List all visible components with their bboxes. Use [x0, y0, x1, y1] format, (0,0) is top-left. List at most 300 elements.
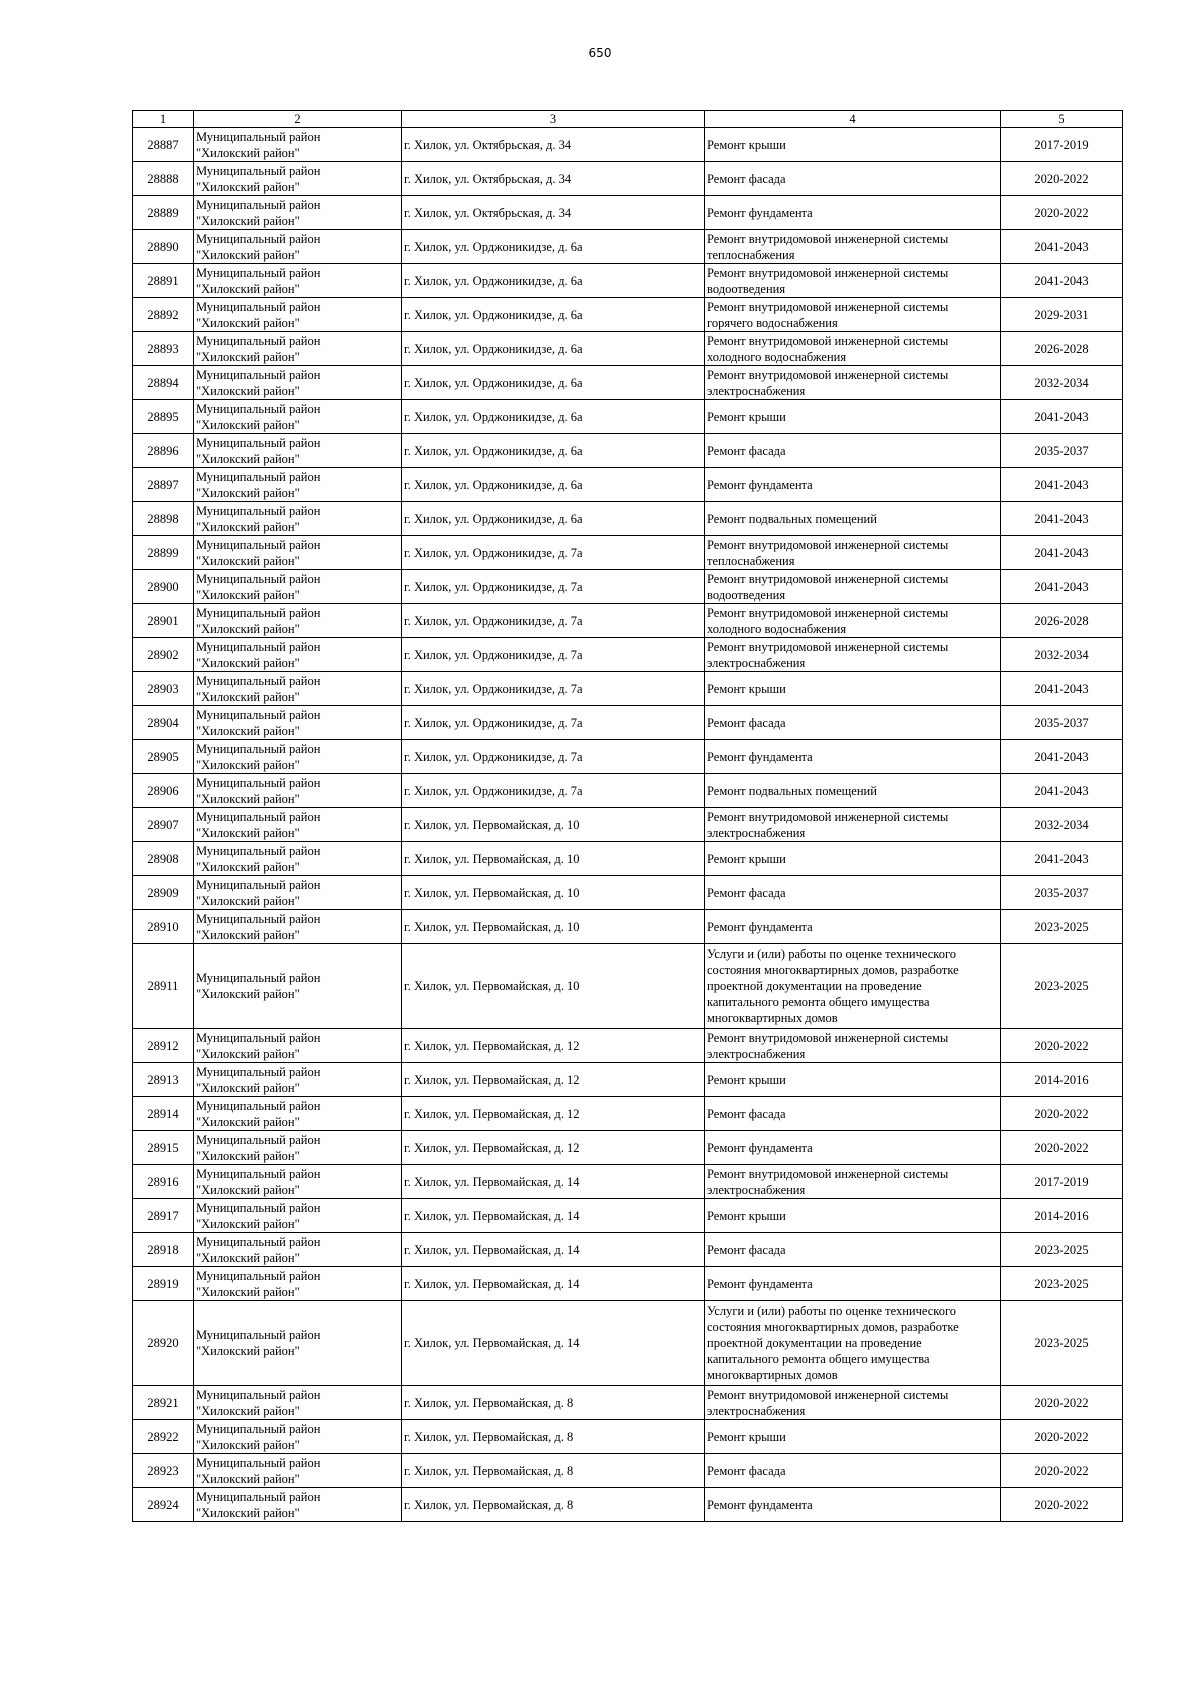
years-cell [1001, 128, 1123, 162]
repair-schedule-table [132, 110, 1123, 1522]
address-cell [402, 196, 705, 230]
years-cell [1001, 1063, 1123, 1097]
years-cell [1001, 1165, 1123, 1199]
district-cell [194, 230, 402, 264]
work-type-cell [705, 842, 1001, 876]
district-cell [194, 740, 402, 774]
district-cell-text: Муниципальный район "Хилокский район" [196, 1132, 321, 1163]
years-cell-text: 2035-2037 [1034, 443, 1089, 458]
district-cell [194, 604, 402, 638]
district-cell-text: Муниципальный район "Хилокский район" [196, 333, 321, 364]
row-number-cell [133, 298, 194, 332]
table-row [133, 536, 1123, 570]
work-type-cell-text: Ремонт подвальных помещений [707, 511, 877, 526]
years-cell [1001, 842, 1123, 876]
district-cell [194, 672, 402, 706]
work-type-cell-text: Ремонт фундамента [707, 477, 813, 492]
address-cell [402, 1420, 705, 1454]
column-header-5: 5 [1001, 111, 1123, 128]
years-cell-text: 2014-2016 [1034, 1208, 1089, 1223]
address-cell [402, 638, 705, 672]
row-number-cell [133, 876, 194, 910]
row-number-cell-text: 28913 [147, 1072, 179, 1087]
district-cell-text: Муниципальный район "Хилокский район" [196, 265, 321, 296]
years-cell [1001, 1301, 1123, 1386]
table-row [133, 1454, 1123, 1488]
district-cell-text: Муниципальный район "Хилокский район" [196, 1098, 321, 1129]
address-cell [402, 366, 705, 400]
district-cell [194, 196, 402, 230]
table-row [133, 196, 1123, 230]
work-type-cell [705, 944, 1001, 1029]
district-cell [194, 1199, 402, 1233]
work-type-cell-text: Ремонт внутридомовой инженерной системы горячего водоснабжения [707, 299, 949, 330]
years-cell [1001, 604, 1123, 638]
row-number-cell [133, 366, 194, 400]
table-row [133, 808, 1123, 842]
district-cell [194, 1029, 402, 1063]
district-cell-text: Муниципальный район "Хилокский район" [196, 1166, 321, 1197]
row-number-cell [133, 1131, 194, 1165]
address-cell [402, 1386, 705, 1420]
years-cell [1001, 672, 1123, 706]
row-number-cell [133, 1063, 194, 1097]
table-row [133, 1165, 1123, 1199]
years-cell [1001, 910, 1123, 944]
years-cell [1001, 162, 1123, 196]
years-cell [1001, 366, 1123, 400]
years-cell-text: 2023-2025 [1034, 1276, 1089, 1291]
work-type-cell [705, 1063, 1001, 1097]
years-cell [1001, 570, 1123, 604]
work-type-cell-text: Ремонт фасада [707, 443, 786, 458]
row-number-cell-text: 28904 [147, 715, 179, 730]
years-cell [1001, 1029, 1123, 1063]
row-number-cell [133, 740, 194, 774]
district-cell [194, 264, 402, 298]
address-cell [402, 230, 705, 264]
years-cell [1001, 502, 1123, 536]
row-number-cell-text: 28889 [147, 205, 179, 220]
years-cell-text: 2032-2034 [1034, 375, 1089, 390]
work-type-cell-text: Услуги и (или) работы по оценке технического состояния многоквартирных домов, разработке проектной документации на проведение капитального ремонта общего имущества многоквартирных домов [707, 947, 959, 1025]
column-header-1: 1 [133, 111, 194, 128]
address-cell-text: г. Хилок, ул. Первомайская, д. 14 [404, 1208, 580, 1223]
district-cell-text: Муниципальный район "Хилокский район" [196, 639, 321, 670]
years-cell [1001, 434, 1123, 468]
work-type-cell-text: Ремонт внутридомовой инженерной системы электроснабжения [707, 639, 949, 670]
work-type-cell-text: Ремонт фундамента [707, 749, 813, 764]
years-cell-text: 2041-2043 [1034, 749, 1089, 764]
work-type-cell [705, 536, 1001, 570]
table-row [133, 1420, 1123, 1454]
row-number-cell-text: 28899 [147, 545, 179, 560]
row-number-cell-text: 28888 [147, 171, 179, 186]
address-cell-text: г. Хилок, ул. Орджоникидзе, д. 7а [404, 579, 583, 594]
work-type-cell-text: Ремонт фасада [707, 1242, 786, 1257]
row-number-cell [133, 842, 194, 876]
address-cell-text: г. Хилок, ул. Орджоникидзе, д. 6а [404, 443, 583, 458]
table-row [133, 1488, 1123, 1522]
work-type-cell [705, 1301, 1001, 1386]
work-type-cell-text: Ремонт внутридомовой инженерной системы электроснабжения [707, 1166, 949, 1197]
work-type-cell-text: Ремонт внутридомовой инженерной системы электроснабжения [707, 1030, 949, 1061]
years-cell [1001, 1386, 1123, 1420]
table-row [133, 128, 1123, 162]
row-number-cell [133, 1454, 194, 1488]
address-cell-text: г. Хилок, ул. Орджоникидзе, д. 7а [404, 749, 583, 764]
row-number-cell-text: 28894 [147, 375, 179, 390]
years-cell [1001, 536, 1123, 570]
row-number-cell [133, 400, 194, 434]
district-cell-text: Муниципальный район "Хилокский район" [196, 537, 321, 568]
row-number-cell-text: 28915 [147, 1140, 179, 1155]
row-number-cell [133, 1420, 194, 1454]
address-cell [402, 910, 705, 944]
work-type-cell [705, 1165, 1001, 1199]
district-cell-text: Муниципальный район "Хилокский район" [196, 571, 321, 602]
row-number-cell [133, 1301, 194, 1386]
district-cell-text: Муниципальный район "Хилокский район" [196, 1268, 321, 1299]
row-number-cell [133, 1267, 194, 1301]
years-cell-text: 2041-2043 [1034, 681, 1089, 696]
work-type-cell [705, 910, 1001, 944]
work-type-cell [705, 672, 1001, 706]
district-cell-text: Муниципальный район "Хилокский район" [196, 401, 321, 432]
district-cell [194, 502, 402, 536]
work-type-cell-text: Ремонт крыши [707, 409, 786, 424]
row-number-cell [133, 264, 194, 298]
table-row [133, 706, 1123, 740]
row-number-cell-text: 28909 [147, 885, 179, 900]
work-type-cell-text: Ремонт крыши [707, 851, 786, 866]
row-number-cell-text: 28895 [147, 409, 179, 424]
address-cell [402, 1199, 705, 1233]
row-number-cell [133, 196, 194, 230]
address-cell [402, 1454, 705, 1488]
address-cell-text: г. Хилок, ул. Орджоникидзе, д. 7а [404, 783, 583, 798]
table-row [133, 1301, 1123, 1386]
years-cell-text: 2020-2022 [1034, 1463, 1089, 1478]
address-cell [402, 1097, 705, 1131]
column-header-3: 3 [402, 111, 705, 128]
work-type-cell [705, 1420, 1001, 1454]
work-type-cell [705, 468, 1001, 502]
table-row [133, 434, 1123, 468]
work-type-cell [705, 366, 1001, 400]
address-cell-text: г. Хилок, ул. Первомайская, д. 14 [404, 1336, 580, 1350]
address-cell-text: г. Хилок, ул. Первомайская, д. 14 [404, 1174, 580, 1189]
work-type-cell-text: Ремонт внутридомовой инженерной системы теплоснабжения [707, 231, 949, 262]
address-cell-text: г. Хилок, ул. Первомайская, д. 10 [404, 979, 580, 993]
work-type-cell-text: Ремонт внутридомовой инженерной системы водоотведения [707, 265, 949, 296]
address-cell-text: г. Хилок, ул. Орджоникидзе, д. 6а [404, 341, 583, 356]
years-cell [1001, 808, 1123, 842]
years-cell-text: 2020-2022 [1034, 205, 1089, 220]
table-row [133, 1097, 1123, 1131]
row-number-cell [133, 230, 194, 264]
table-row [133, 230, 1123, 264]
work-type-cell-text: Ремонт фундамента [707, 205, 813, 220]
row-number-cell-text: 28891 [147, 273, 179, 288]
district-cell-text: Муниципальный район "Хилокский район" [196, 367, 321, 398]
row-number-cell-text: 28905 [147, 749, 179, 764]
table-row [133, 332, 1123, 366]
table-row [133, 1131, 1123, 1165]
table-header [133, 111, 1123, 128]
work-type-cell-text: Ремонт фасада [707, 171, 786, 186]
table-row [133, 1063, 1123, 1097]
years-cell-text: 2041-2043 [1034, 239, 1089, 254]
district-cell [194, 910, 402, 944]
address-cell-text: г. Хилок, ул. Октябрьская, д. 34 [404, 137, 572, 152]
address-cell [402, 332, 705, 366]
address-cell-text: г. Хилок, ул. Первомайская, д. 14 [404, 1242, 580, 1257]
row-number-cell-text: 28897 [147, 477, 179, 492]
work-type-cell [705, 196, 1001, 230]
district-cell [194, 1488, 402, 1522]
row-number-cell [133, 434, 194, 468]
row-number-cell [133, 706, 194, 740]
row-number-cell [133, 1165, 194, 1199]
district-cell-text: Муниципальный район "Хилокский район" [196, 673, 321, 704]
address-cell [402, 876, 705, 910]
row-number-cell-text: 28921 [147, 1395, 179, 1410]
years-cell-text: 2041-2043 [1034, 783, 1089, 798]
address-cell-text: г. Хилок, ул. Октябрьская, д. 34 [404, 205, 572, 220]
district-cell [194, 1233, 402, 1267]
row-number-cell-text: 28907 [147, 817, 179, 832]
work-type-cell [705, 128, 1001, 162]
district-cell [194, 944, 402, 1029]
row-number-cell [133, 468, 194, 502]
district-cell-text: Муниципальный район "Хилокский район" [196, 1455, 321, 1486]
work-type-cell-text: Ремонт внутридомовой инженерной системы водоотведения [707, 571, 949, 602]
address-cell-text: г. Хилок, ул. Первомайская, д. 8 [404, 1429, 574, 1444]
work-type-cell [705, 570, 1001, 604]
address-cell-text: г. Хилок, ул. Орджоникидзе, д. 7а [404, 545, 583, 560]
years-cell-text: 2041-2043 [1034, 545, 1089, 560]
work-type-cell [705, 706, 1001, 740]
table-row [133, 400, 1123, 434]
years-cell-text: 2032-2034 [1034, 817, 1089, 832]
district-cell-text: Муниципальный район "Хилокский район" [196, 741, 321, 772]
table-row [133, 638, 1123, 672]
years-cell-text: 2020-2022 [1034, 1106, 1089, 1121]
row-number-cell [133, 808, 194, 842]
work-type-cell [705, 162, 1001, 196]
years-cell-text: 2020-2022 [1034, 171, 1089, 186]
years-cell [1001, 1097, 1123, 1131]
address-cell-text: г. Хилок, ул. Орджоникидзе, д. 6а [404, 375, 583, 390]
years-cell [1001, 1267, 1123, 1301]
row-number-cell-text: 28910 [147, 919, 179, 934]
row-number-cell [133, 910, 194, 944]
row-number-cell-text: 28896 [147, 443, 179, 458]
district-cell-text: Муниципальный район "Хилокский район" [196, 775, 321, 806]
work-type-cell-text: Ремонт внутридомовой инженерной системы электроснабжения [707, 1387, 949, 1418]
work-type-cell-text: Ремонт фасада [707, 885, 786, 900]
address-cell-text: г. Хилок, ул. Орджоникидзе, д. 7а [404, 681, 583, 696]
years-cell [1001, 774, 1123, 808]
work-type-cell-text: Ремонт крыши [707, 681, 786, 696]
work-type-cell [705, 332, 1001, 366]
address-cell [402, 502, 705, 536]
row-number-cell [133, 1233, 194, 1267]
row-number-cell [133, 944, 194, 1029]
years-cell-text: 2026-2028 [1034, 613, 1089, 628]
work-type-cell-text: Ремонт фундамента [707, 919, 813, 934]
years-cell [1001, 706, 1123, 740]
district-cell-text: Муниципальный район "Хилокский район" [196, 605, 321, 636]
years-cell-text: 2041-2043 [1034, 477, 1089, 492]
district-cell-text: Муниципальный район "Хилокский район" [196, 1328, 321, 1358]
district-cell [194, 808, 402, 842]
address-cell-text: г. Хилок, ул. Орджоникидзе, д. 6а [404, 239, 583, 254]
address-cell [402, 162, 705, 196]
years-cell-text: 2023-2025 [1034, 1242, 1089, 1257]
row-number-cell-text: 28916 [147, 1174, 179, 1189]
work-type-cell-text: Ремонт внутридомовой инженерной системы холодного водоснабжения [707, 605, 949, 636]
address-cell [402, 604, 705, 638]
address-cell-text: г. Хилок, ул. Орджоникидзе, д. 6а [404, 511, 583, 526]
district-cell-text: Муниципальный район "Хилокский район" [196, 877, 321, 908]
row-number-cell [133, 536, 194, 570]
address-cell [402, 1233, 705, 1267]
district-cell [194, 400, 402, 434]
years-cell-text: 2023-2025 [1034, 979, 1089, 993]
work-type-cell-text: Услуги и (или) работы по оценке технического состояния многоквартирных домов, разработке проектной документации на проведение капитального ремонта общего имущества многоквартирных домов [707, 1304, 959, 1382]
row-number-cell-text: 28924 [147, 1497, 179, 1512]
work-type-cell-text: Ремонт фундамента [707, 1276, 813, 1291]
row-number-cell-text: 28900 [147, 579, 179, 594]
years-cell [1001, 944, 1123, 1029]
table-row [133, 1267, 1123, 1301]
district-cell [194, 842, 402, 876]
address-cell [402, 1488, 705, 1522]
years-cell [1001, 1454, 1123, 1488]
district-cell-text: Муниципальный район "Хилокский район" [196, 469, 321, 500]
district-cell [194, 128, 402, 162]
district-cell-text: Муниципальный район "Хилокский район" [196, 299, 321, 330]
address-cell [402, 944, 705, 1029]
district-cell [194, 570, 402, 604]
work-type-cell [705, 1386, 1001, 1420]
address-cell-text: г. Хилок, ул. Первомайская, д. 8 [404, 1463, 574, 1478]
years-cell [1001, 400, 1123, 434]
district-cell [194, 1267, 402, 1301]
work-type-cell-text: Ремонт внутридомовой инженерной системы электроснабжения [707, 809, 949, 840]
table-row [133, 1233, 1123, 1267]
district-cell [194, 536, 402, 570]
row-number-cell-text: 28893 [147, 341, 179, 356]
work-type-cell [705, 502, 1001, 536]
district-cell-text: Муниципальный район "Хилокский район" [196, 911, 321, 942]
address-cell [402, 672, 705, 706]
years-cell-text: 2023-2025 [1034, 919, 1089, 934]
years-cell [1001, 876, 1123, 910]
work-type-cell-text: Ремонт подвальных помещений [707, 783, 877, 798]
years-cell [1001, 332, 1123, 366]
row-number-cell [133, 570, 194, 604]
address-cell-text: г. Хилок, ул. Орджоникидзе, д. 6а [404, 409, 583, 424]
address-cell [402, 740, 705, 774]
years-cell-text: 2014-2016 [1034, 1072, 1089, 1087]
address-cell [402, 570, 705, 604]
table-row [133, 366, 1123, 400]
address-cell-text: г. Хилок, ул. Первомайская, д. 8 [404, 1497, 574, 1512]
district-cell [194, 638, 402, 672]
address-cell [402, 468, 705, 502]
years-cell-text: 2023-2025 [1034, 1336, 1089, 1350]
work-type-cell-text: Ремонт фасада [707, 715, 786, 730]
work-type-cell [705, 604, 1001, 638]
years-cell-text: 2020-2022 [1034, 1497, 1089, 1512]
address-cell [402, 808, 705, 842]
address-cell-text: г. Хилок, ул. Орджоникидзе, д. 7а [404, 647, 583, 662]
district-cell [194, 876, 402, 910]
work-type-cell-text: Ремонт крыши [707, 137, 786, 152]
work-type-cell [705, 1029, 1001, 1063]
work-type-cell-text: Ремонт фасада [707, 1106, 786, 1121]
years-cell-text: 2026-2028 [1034, 341, 1089, 356]
district-cell-text: Муниципальный район "Хилокский район" [196, 503, 321, 534]
address-cell-text: г. Хилок, ул. Орджоникидзе, д. 6а [404, 477, 583, 492]
years-cell-text: 2017-2019 [1034, 1174, 1089, 1189]
district-cell-text: Муниципальный район "Хилокский район" [196, 435, 321, 466]
years-cell [1001, 638, 1123, 672]
years-cell [1001, 740, 1123, 774]
table-row [133, 468, 1123, 502]
row-number-cell-text: 28903 [147, 681, 179, 696]
row-number-cell [133, 672, 194, 706]
district-cell-text: Муниципальный район "Хилокский район" [196, 1489, 321, 1520]
table-row [133, 740, 1123, 774]
table-row [133, 672, 1123, 706]
table-body [133, 128, 1123, 1522]
work-type-cell-text: Ремонт фундамента [707, 1140, 813, 1155]
years-cell [1001, 298, 1123, 332]
years-cell [1001, 1233, 1123, 1267]
years-cell-text: 2017-2019 [1034, 137, 1089, 152]
row-number-cell-text: 28906 [147, 783, 179, 798]
address-cell [402, 1063, 705, 1097]
row-number-cell-text: 28919 [147, 1276, 179, 1291]
row-number-cell [133, 162, 194, 196]
address-cell-text: г. Хилок, ул. Первомайская, д. 10 [404, 885, 580, 900]
row-number-cell [133, 638, 194, 672]
address-cell [402, 706, 705, 740]
table-row [133, 774, 1123, 808]
address-cell-text: г. Хилок, ул. Первомайская, д. 14 [404, 1276, 580, 1291]
address-cell-text: г. Хилок, ул. Первомайская, д. 10 [404, 851, 580, 866]
district-cell [194, 366, 402, 400]
address-cell [402, 1131, 705, 1165]
years-cell-text: 2041-2043 [1034, 851, 1089, 866]
table-row [133, 1029, 1123, 1063]
row-number-cell [133, 1097, 194, 1131]
work-type-cell-text: Ремонт фасада [707, 1463, 786, 1478]
table-row [133, 604, 1123, 638]
work-type-cell [705, 434, 1001, 468]
page-number: 650 [588, 46, 612, 60]
address-cell-text: г. Хилок, ул. Первомайская, д. 10 [404, 919, 580, 934]
table-row [133, 570, 1123, 604]
work-type-cell-text: Ремонт внутридомовой инженерной системы холодного водоснабжения [707, 333, 949, 364]
years-cell-text: 2041-2043 [1034, 409, 1089, 424]
work-type-cell-text: Ремонт фундамента [707, 1497, 813, 1512]
address-cell [402, 264, 705, 298]
